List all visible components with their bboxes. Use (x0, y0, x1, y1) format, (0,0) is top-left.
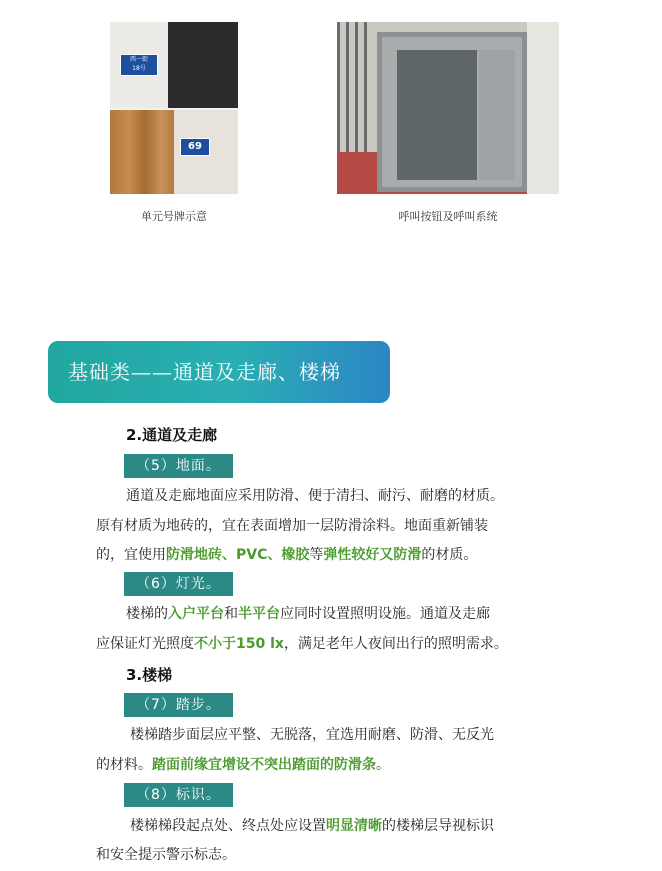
paragraph-floor-line1: 通道及走廊地面应采用防滑、便于清扫、耐污、耐磨的材质。 (126, 488, 504, 504)
paragraph-signage-line1 (130, 812, 620, 840)
text-run: 和 (224, 606, 238, 622)
unit-number-plate-small: 69 (180, 138, 210, 156)
door-plate-photo (110, 22, 238, 194)
paragraph-floor-line3 (96, 541, 586, 569)
highlight-text: 踏面前缘宜增设不突出踏面的防滑条 (152, 757, 376, 773)
text-run: 的材料。 (96, 757, 152, 773)
paragraph-steps-line2 (96, 751, 586, 779)
text-run: 的，宜使用 (96, 547, 166, 563)
highlight-text: 明显清晰 (326, 818, 382, 834)
text-run: 等 (309, 547, 324, 563)
plate-street-text: 西一街 (129, 56, 148, 63)
entrance-door (397, 50, 477, 180)
text-run: 应同时设置照明设施。通道及走廊 (280, 606, 490, 622)
intercom-panel (479, 50, 515, 180)
item-tag-signage: （8）标识。 (124, 783, 233, 807)
highlight-text: 入户平台 (168, 606, 224, 622)
highlight-text: 不小于150 lx (194, 636, 284, 652)
side-wall (527, 22, 559, 194)
call-system-photo (337, 22, 559, 194)
plate-number-text: 18号 (132, 65, 146, 72)
paragraph-signage-line2: 和安全提示警示标志。 (96, 847, 236, 863)
text-run: ，满足老年人夜间出行的照明需求。 (283, 636, 508, 652)
iron-fence (337, 22, 373, 152)
paragraph-floor-line2: 原有材质为地砖的，宜在表面增加一层防滑涂料。地面重新铺装 (96, 518, 488, 534)
item-tag-lighting: （6）灯光。 (124, 572, 233, 596)
section-heading-stairs: 3.楼梯 (126, 666, 173, 684)
text-run: 的楼梯层导视标识 (382, 818, 494, 834)
paragraph-steps-line1: 楼梯踏步面层应平整、无脱落，宜选用耐磨、防滑、无反光 (130, 727, 494, 743)
section-heading-corridor: 2.通道及走廊 (126, 426, 218, 444)
text-run: 楼梯梯段起点处、终点处应设置 (130, 818, 326, 834)
paragraph-lighting-line1 (126, 600, 616, 628)
highlight-text: 防滑地砖、PVC、橡胶 (166, 547, 310, 563)
text-run: 应保证灯光照度 (96, 636, 194, 652)
highlight-text: 半平台 (238, 606, 280, 622)
text-run: 的材质。 (421, 547, 478, 563)
text-run: 。 (376, 757, 390, 773)
text-run: 楼梯的 (126, 606, 168, 622)
highlight-text: 弹性较好又防滑 (323, 547, 422, 563)
unit-number-plate (120, 54, 158, 76)
item-tag-steps: （7）踏步。 (124, 693, 233, 717)
right-photo-caption: 呼叫按钮及呼叫系统 (398, 210, 498, 223)
left-photo-caption: 单元号牌示意 (141, 210, 207, 223)
wooden-door (110, 110, 174, 194)
item-tag-floor: （5）地面。 (124, 454, 233, 478)
paragraph-lighting-line2 (96, 630, 586, 658)
dark-door (168, 22, 238, 108)
section-banner: 基础类——通道及走廊、楼梯 (48, 341, 390, 403)
